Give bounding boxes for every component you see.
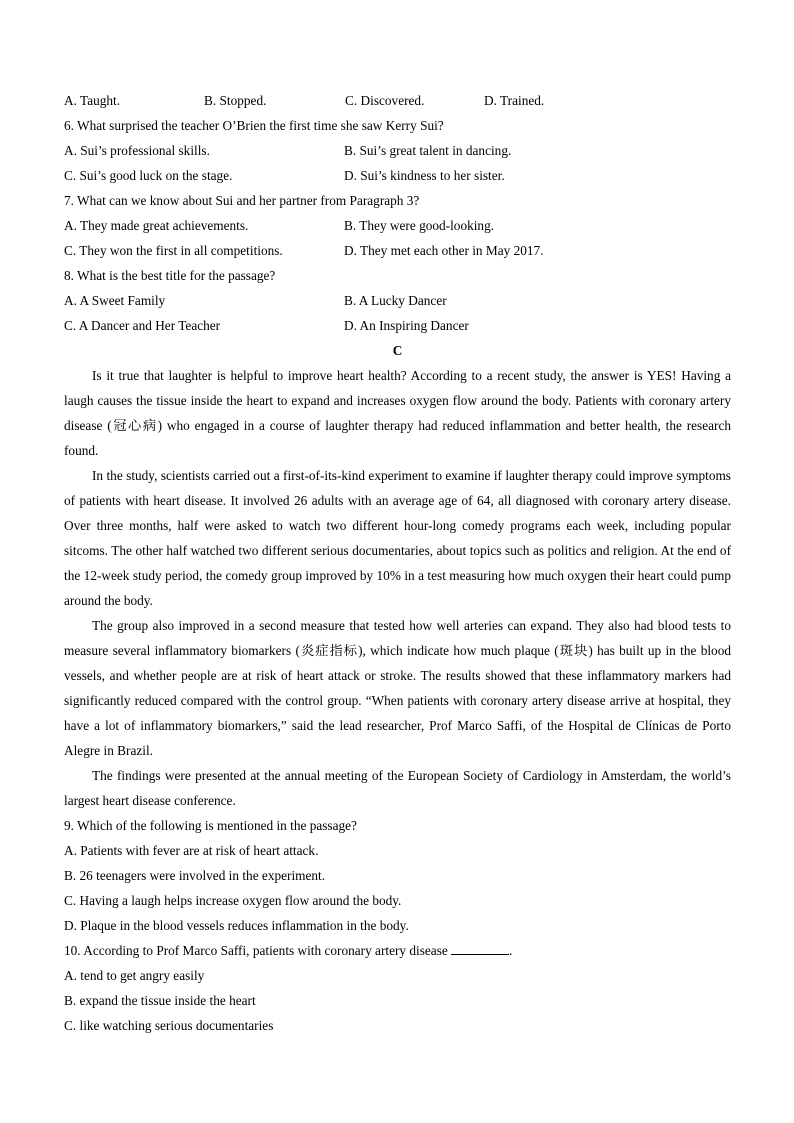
q10-option-a: A. tend to get angry easily: [64, 968, 205, 983]
q9-option-b: B. 26 teenagers were involved in the experiment.: [64, 868, 326, 883]
question-10-end: .: [509, 943, 513, 958]
q8-option-b: B. A Lucky Dancer: [344, 293, 447, 308]
section-c-heading: C: [392, 343, 403, 358]
question-10-row: [64, 938, 731, 963]
q6-option-a: A. Sui’s professional skills.: [64, 143, 210, 158]
q8-option-d: D. An Inspiring Dancer: [344, 318, 469, 333]
q9-option-c: C. Having a laugh helps increase oxygen flow around the body.: [64, 893, 402, 908]
answer-blank: [451, 940, 509, 955]
q6-option-c: C. Sui’s good luck on the stage.: [64, 168, 233, 183]
q5-option-d: D. Trained.: [484, 93, 545, 108]
q5-option-c: C. Discovered.: [345, 93, 425, 108]
question-8-text: 8. What is the best title for the passage?: [64, 268, 276, 283]
question-6-options-row-1: [64, 138, 731, 163]
question-6-options-row-2: [64, 163, 731, 188]
q7-option-d: D. They met each other in May 2017.: [344, 243, 544, 258]
question-7-options-row-2: [64, 238, 731, 263]
question-10-text: 10. According to Prof Marco Saffi, patients with coronary artery disease: [64, 943, 448, 958]
passage-paragraph-1: Is it true that laughter is helpful to improve heart health? According to a recent study, the answer is YES! Having a laugh causes the tissue inside the heart to expand and increases oxygen flow around the body. Patients with coronary artery disease (冠心病) who engaged in a course of laughter therapy had reduced inflammation and better health, the research found.: [64, 368, 731, 458]
question-8-options-row-1: [64, 288, 731, 313]
q6-option-b: B. Sui’s great talent in dancing.: [344, 143, 512, 158]
q6-option-d: D. Sui’s kindness to her sister.: [344, 168, 505, 183]
question-9-text: 9. Which of the following is mentioned in the passage?: [64, 818, 357, 833]
q8-option-a: A. A Sweet Family: [64, 293, 166, 308]
q10-option-c: C. like watching serious documentaries: [64, 1018, 274, 1033]
question-7-options-row-1: [64, 213, 731, 238]
passage-paragraph-2: In the study, scientists carried out a first-of-its-kind experiment to examine if laughter therapy could improve symptoms of patients with heart disease. It involved 26 adults with an average age of 64, all diagnosed with coronary artery disease. Over three months, half were asked to watch two different hour-long comedy programs each week, including popular sitcoms. The other half watched two different serious documentaries, about topics such as politics and religion. At the end of the 12-week study period, the comedy group improved by 10% in a test measuring how much oxygen their heart could pump around the body.: [64, 468, 731, 608]
q5-option-a: A. Taught.: [64, 93, 121, 108]
question-5-options: [64, 88, 731, 113]
q7-option-b: B. They were good-looking.: [344, 218, 495, 233]
q9-option-a: A. Patients with fever are at risk of heart attack.: [64, 843, 319, 858]
passage-paragraph-3: The group also improved in a second measure that tested how well arteries can expand. They also had blood tests to measure several inflammatory biomarkers (炎症指标), which indicate how much plaque (斑块) has built up in the blood vessels, and whether people are at risk of heart attack or stroke. The results showed that these inflammatory markers had significantly reduced compared with the control group. “When patients with coronary artery disease arrive at hospital, they have a lot of inflammatory biomarkers,” said the lead researcher, Prof Marco Saffi, of the Hospital de Clínicas de Porto Alegre in Brazil.: [64, 618, 731, 758]
question-8-options-row-2: [64, 313, 731, 338]
q7-option-c: C. They won the first in all competitions.: [64, 243, 283, 258]
passage-paragraph-4: The findings were presented at the annual meeting of the European Society of Cardiology in Amsterdam, the world’s largest heart disease conference.: [64, 768, 731, 808]
q10-option-b: B. expand the tissue inside the heart: [64, 993, 256, 1008]
question-6-text: 6. What surprised the teacher O’Brien the first time she saw Kerry Sui?: [64, 118, 444, 133]
q7-option-a: A. They made great achievements.: [64, 218, 249, 233]
q9-option-d: D. Plaque in the blood vessels reduces inflammation in the body.: [64, 918, 409, 933]
q5-option-b: B. Stopped.: [204, 93, 267, 108]
q8-option-c: C. A Dancer and Her Teacher: [64, 318, 221, 333]
question-7-text: 7. What can we know about Sui and her partner from Paragraph 3?: [64, 193, 420, 208]
exam-content: [64, 88, 731, 1038]
